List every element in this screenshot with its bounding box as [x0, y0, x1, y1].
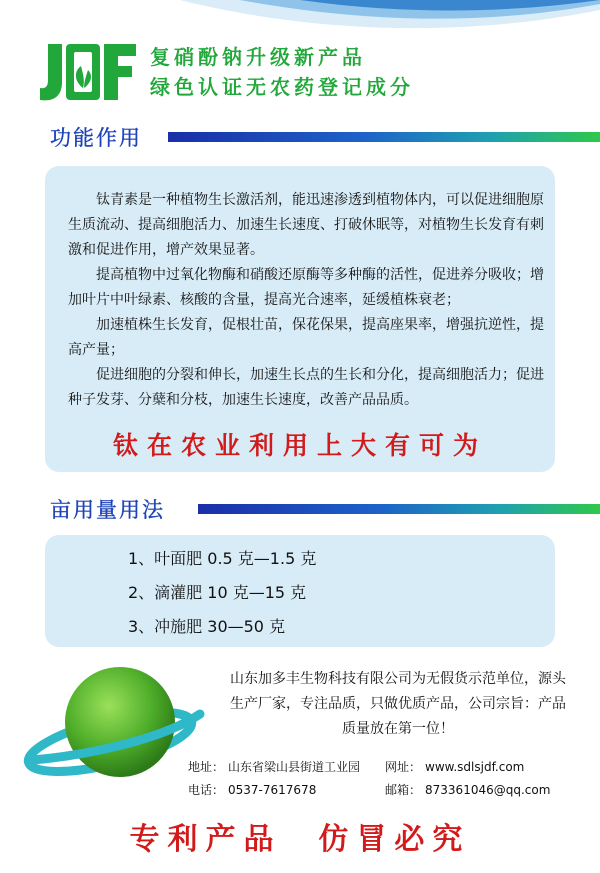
- address-label: 地址：: [188, 760, 225, 774]
- footer-slogan: 专利产品 仿冒必究: [129, 822, 471, 857]
- email-label: 邮箱：: [385, 783, 422, 797]
- function-paragraph-1: 钛青素是一种植物生长激活剂，能迅速渗透到植物体内，可以促进细胞原生质流动、提高细胞活力、加速生长速度、打破休眠等，对植物生长发育有刺激和促进作用，增产效果显著。: [68, 192, 544, 258]
- green-globe-illustration: [22, 660, 212, 790]
- address-line: [188, 758, 360, 775]
- function-paragraph-2: 提高植物中过氧化物酶和硝酸还原酶等多种酶的活性，促进养分吸收；增加叶片中叶绿素、核酸的含量，提高光合速率，延缓植株衰老；: [68, 267, 544, 308]
- website-line: [385, 758, 524, 775]
- function-paragraph-3: 加速植株生长发育，促根壮苗，保花保果，提高座果率，增强抗逆性，提高产量；: [68, 317, 544, 358]
- dosage-section-header: [50, 494, 600, 522]
- phone-label: 电话：: [188, 783, 225, 797]
- function-section-title: 功能作用: [50, 126, 142, 150]
- function-paragraph-4: 促进细胞的分裂和伸长，加速生长点的生长和分化，提高细胞活力；促进种子发芽、分蘖和分枝，加速生长速度，改善产品品质。: [68, 367, 544, 408]
- dosage-section-bar: [198, 504, 600, 514]
- phone-value: 0537-7617678: [228, 783, 317, 797]
- email-value[interactable]: 873361046@qq.com: [425, 783, 551, 797]
- jdf-logo: [38, 42, 138, 104]
- website-label: 网址：: [385, 760, 422, 774]
- function-section-bar: [168, 132, 600, 142]
- function-section-header: [50, 122, 600, 150]
- address-value: 山东省梁山县街道工业园: [228, 760, 361, 774]
- headline-line-1: 复硝酚钠升级新产品: [150, 45, 366, 69]
- email-line: [385, 781, 550, 798]
- website-value[interactable]: www.sdlsjdf.com: [425, 760, 525, 774]
- dosage-item-3: 3、冲施肥 30—50 克: [128, 617, 286, 636]
- dosage-item-1: 1、叶面肥 0.5 克—1.5 克: [128, 549, 317, 568]
- dosage-item-2: 2、滴灌肥 10 克—15 克: [128, 583, 307, 602]
- company-description: 山东加多丰生物科技有限公司为无假货示范单位，源头生产厂家，专注品质，只做优质产品，公司宗旨：产品质量放在第一位！: [230, 671, 566, 737]
- agriculture-slogan: 钛在农业利用上大有可为: [112, 431, 487, 460]
- headline: [150, 42, 414, 102]
- headline-line-2: 绿色认证无农药登记成分: [150, 75, 414, 99]
- phone-line: [188, 781, 316, 798]
- dosage-section-title: 亩用量用法: [50, 498, 165, 522]
